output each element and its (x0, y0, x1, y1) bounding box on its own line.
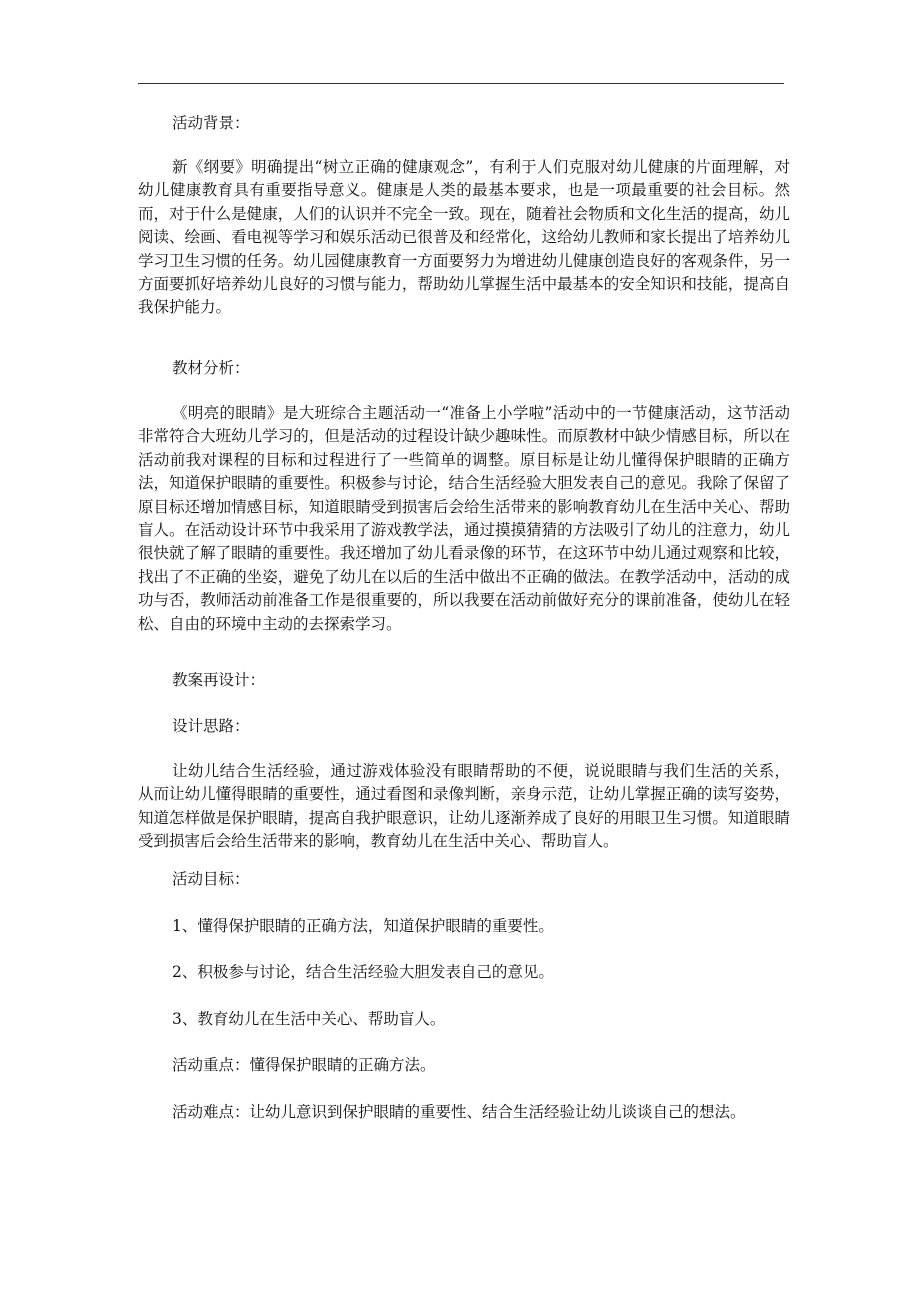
difficulty-text: 让幼儿意识到保护眼睛的重要性、结合生活经验让幼儿谈谈自己的想法。 (249, 1103, 746, 1121)
heading-activity-goals: 活动目标： (172, 870, 250, 888)
header-rule (138, 83, 784, 84)
paragraph-material-analysis: 《明亮的眼睛》是大班综合主题活动一“准备上小学啦”活动中的一节健康活动，这节活动非常符合大班幼儿学习的，但是活动的过程设计缺少趣味性。而原教材中缺少情感目标，所以在活动前我对课程的目标和过程进行了一些简单的调整。原目标是让幼儿懂得保护眼睛的正确方法，知道保护眼睛的重要性。积极参与讨论，结合生活经验大胆发表自己的意见。我除了保留了原目标还增加情感目标，知道眼睛受到损害后会给生活带来的影响教育幼儿在生活中关心、帮助盲人。在活动设计环节中我采用了游戏教学法，通过摸摸猜猜的方法吸引了幼儿的注意力，幼儿很快就了解了眼睛的重要性。我还增加了幼儿看录像的环节，在这环节中幼儿通过观察和比较，找出了不正确的坐姿，避免了幼儿在以后的生活中做出不正确的做法。在教学活动中，活动的成功与否，教师活动前准备工作是很重要的，所以我要在活动前做好充分的课前准备，使幼儿在轻松、自由的环境中主动的去探索学习。 (138, 404, 790, 633)
goal-item: 2、积极参与讨论，结合生活经验大胆发表自己的意见。 (172, 963, 554, 981)
heading-design-ideas: 设计思路： (172, 717, 250, 735)
paragraph-design-ideas: 让幼儿结合生活经验，通过游戏体验没有眼睛帮助的不便，说说眼睛与我们生活的关系，从而让幼儿懂得眼睛的重要性，通过看图和录像判断，亲身示范，让幼儿掌握正确的读写姿势，知道怎样做是保护眼睛，提高自我护眼意识，让幼儿逐渐养成了良好的用眼卫生习惯。知道眼睛受到损害后会给生活带来的影响，教育幼儿在生活中关心、帮助盲人。 (138, 762, 790, 851)
heading-background: 活动背景： (172, 114, 250, 132)
difficulty-line (172, 1100, 746, 1124)
goal-item: 1、懂得保护眼睛的正确方法，知道保护眼睛的重要性。 (172, 917, 554, 935)
heading-material-analysis: 教材分析： (172, 359, 250, 377)
key-point-text: 懂得保护眼睛的正确方法。 (249, 1056, 436, 1074)
paragraph-background: 新《纲要》明确提出“树立正确的健康观念”，有利于人们克服对幼儿健康的片面理解，对幼儿健康教育具有重要指导意义。健康是人类的最基本要求，也是一项最重要的社会目标。然而，对于什么是健康，人们的认识并不完全一致。现在，随着社会物质和文化生活的提高，幼儿阅读、绘画、看电视等学习和娱乐活动已很普及和经常化，这给幼儿教师和家长提出了培养幼儿学习卫生习惯的任务。幼儿园健康教育一方面要努力为增进幼儿健康创造良好的客观条件，另一方面要抓好培养幼儿良好的习惯与能力，帮助幼儿掌握生活中最基本的安全知识和技能，提高自我保护能力。 (138, 158, 790, 317)
difficulty-label: 活动难点： (172, 1103, 250, 1121)
key-point-label: 活动重点： (172, 1056, 250, 1074)
heading-lesson-redesign: 教案再设计： (172, 671, 266, 689)
goal-item: 3、教育幼儿在生活中关心、帮助盲人。 (172, 1010, 446, 1028)
key-point-line (172, 1053, 436, 1077)
